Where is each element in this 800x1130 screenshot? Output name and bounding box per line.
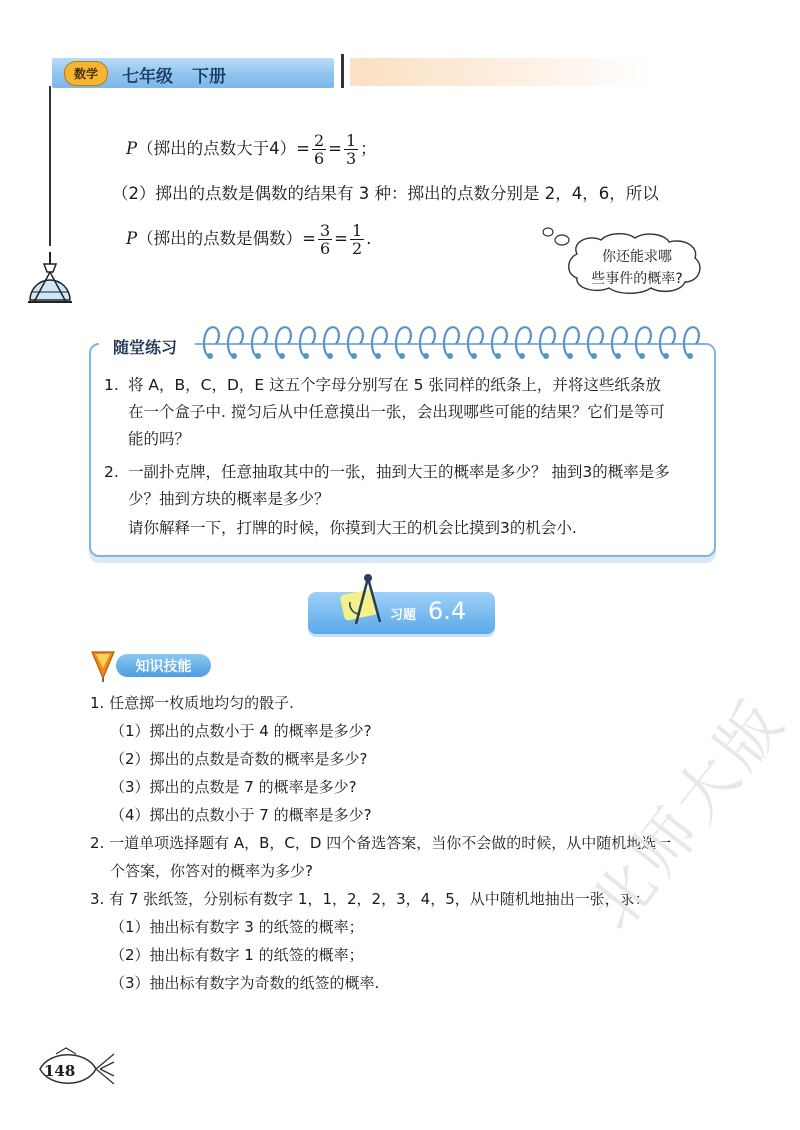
- solution-line-2: （2）掷出的点数是偶数的结果有 3 种：掷出的点数分别是 2，4，6，所以: [112, 184, 659, 203]
- exercise-q1-part: （4）掷出的点数小于 7 的概率是多少?: [110, 806, 372, 824]
- fraction: $\frac{1}{3}$: [345, 131, 357, 168]
- bubble-tail-icon: [536, 224, 572, 248]
- compass-globe-icon: [24, 250, 76, 308]
- practice-q1-line: 能的吗？: [128, 430, 191, 448]
- exercise-label: 习题: [390, 608, 417, 623]
- bubble-text: 你还能求哪 些事件的概率?: [591, 249, 683, 287]
- watermark: 北师大版: [575, 683, 800, 943]
- practice-title: 随堂练习: [113, 338, 178, 357]
- practice-q1-line: 将 A，B，C，D，E 这五个字母分别写在 5 张同样的纸条上，并将这些纸条放: [128, 376, 661, 394]
- header-volume: 下册: [192, 67, 226, 87]
- header-grade: 七年级: [122, 67, 173, 87]
- practice-q1-number: 1.: [104, 376, 119, 394]
- probability-symbol: P: [126, 139, 138, 158]
- header-divider: [341, 54, 344, 88]
- exercise-number: 6.4: [428, 597, 467, 625]
- practice-q2-line: 少？抽到方块的概率是多少？: [128, 490, 330, 508]
- solution-line-3: P（掷出的点数是偶数）= $\frac{3}{6}$ = $\frac{1}{2}$ .: [126, 221, 372, 258]
- knowledge-skills-badge: 知识技能: [116, 654, 211, 677]
- solution-line-1: P（掷出的点数大于4）= $\frac{2}{6}$ = $\frac{1}{3}$ ；: [126, 131, 377, 168]
- fraction: $\frac{2}{6}$: [313, 131, 325, 168]
- spiral-binding-icon: [200, 322, 710, 366]
- subject-badge: 数学: [64, 61, 108, 86]
- margin-line: [49, 86, 51, 246]
- probability-symbol: P: [126, 229, 138, 248]
- page-number: 148: [44, 1062, 76, 1080]
- practice-q1-line: 在一个盒子中. 搅匀后从中任意摸出一张，会出现哪些可能的结果？它们是等可: [128, 403, 665, 421]
- exercise-q3-part: （3）抽出标有数字为奇数的纸签的概率.: [110, 974, 380, 992]
- solution-line-3-text: （掷出的点数是偶数）=: [137, 229, 316, 248]
- fraction: $\frac{3}{6}$: [319, 221, 331, 258]
- exercise-q1-part: （2）掷出的点数是奇数的概率是多少?: [110, 750, 368, 768]
- exercise-q3-part: （1）抽出标有数字 3 的纸签的概率；: [110, 918, 364, 936]
- exercise-q3: 3. 有 7 张纸签，分别标有数字 1，1，2，2，3，4，5，从中随机地抽出一张，求：: [90, 890, 650, 908]
- solution-line-1-text: （掷出的点数大于4）=: [137, 139, 310, 158]
- exercise-q2-line: 个答案，你答对的概率为多少?: [110, 862, 313, 880]
- practice-q2-line: 请你解释一下，打牌的时候，你摸到大王的机会比摸到3的机会小.: [128, 519, 577, 537]
- exercise-q1: 1. 任意掷一枚质地均匀的骰子.: [90, 694, 294, 712]
- fraction: $\frac{1}{2}$: [351, 221, 363, 258]
- exercise-q3-part: （2）抽出标有数字 1 的纸签的概率；: [110, 946, 364, 964]
- practice-q2-line: 一副扑克牌，任意抽取其中的一张，抽到大王的概率是多少？ 抽到3的概率是多: [128, 463, 670, 481]
- exercise-q1-part: （3）掷出的点数是 7 的概率是多少?: [110, 778, 357, 796]
- practice-q2-number: 2.: [104, 463, 119, 481]
- pencil-icon: [90, 648, 116, 682]
- exercise-q2: 2. 一道单项选择题有 A，B，C，D 四个备选答案，当你不会做的时候，从中随机地选一: [90, 834, 672, 852]
- exercise-q1-part: （1）掷出的点数小于 4 的概率是多少?: [110, 722, 372, 740]
- compass-drawing-icon: [338, 572, 388, 632]
- header-fade-bar: [350, 58, 650, 86]
